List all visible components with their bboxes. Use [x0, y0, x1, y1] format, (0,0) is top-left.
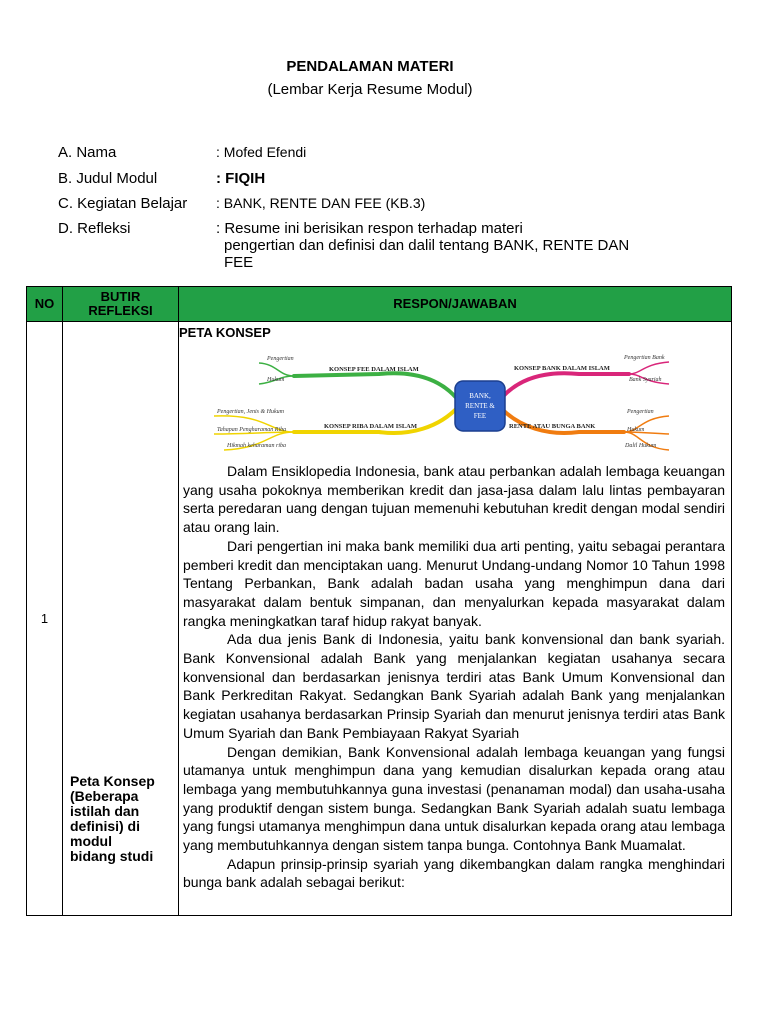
leaf-label: Pengertian: [267, 356, 294, 362]
butir-text: Peta Konsep (Beberapa istilah dan definisi) di modul bidang studi: [70, 773, 155, 864]
peta-konsep-heading: PETA KONSEP: [179, 325, 271, 340]
document-title: PENDALAMAN MATERI: [286, 58, 454, 75]
svg-text:RENTE &: RENTE &: [465, 402, 495, 410]
info-value: : FIQIH: [216, 170, 266, 187]
leaf-label: Hukum: [627, 427, 645, 433]
svg-text:FEE: FEE: [473, 412, 487, 420]
branch-label: KONSEP FEE DALAM ISLAM: [329, 366, 419, 373]
info-value: : BANK, RENTE DAN FEE (KB.3): [216, 195, 426, 211]
info-key: A. Nama: [58, 144, 117, 161]
response-text: [179, 456, 731, 892]
info-value: : Mofed Efendi: [216, 144, 307, 160]
branch-label: KONSEP BANK DALAM ISLAM: [514, 365, 610, 372]
info-key: B. Judul Modul: [58, 170, 158, 187]
paragraph: Dengan demikian, Bank Konvensional adalah lembaga keuangan yang fungsi utamanya untuk menghimpun dana yang kemudian disalurkan kepada orang atau lembaga yang membutuhkannya guna investasi (penanaman modal) dan usaha-usaha yang produktif dengan sistem bunga. Sedangkan Bank Syariah adalah suatu lembaga yang fungsi utamanya menghimpun dana untuk disalurkan kepada orang atau lembaga yang membutuhkannya dengan sistem tanpa bunga. Contohnya Bank Muamalat.: [183, 743, 725, 854]
paragraph: Ada dua jenis Bank di Indonesia, yaitu bank konvensional dan bank syariah. Bank Konvensional adalah Bank yang menjalankan kegiatan usahanya secara konvensional dan berdasarkan jenisnya terdiri atas Bank Umum Konvensional dan Bank Perkreditan Rakyat. Sedangkan Bank Syariah adalah Bank yang menjalankan kegiatan usahanya berdasarkan Prinsip Syariah dan menurut jenisnya terdiri atas Bank Umum Syariah dan Bank Pembiayaan Rakyat Syariah: [183, 631, 725, 741]
respon-cell: [179, 322, 732, 916]
paragraph: Dalam Ensiklopedia Indonesia, bank atau perbankan adalah lembaga keuangan yang usaha pokoknya memberikan kredit dan jasa-jasa dalam lalu lintas pembayaran serta peredaran uang dengan tujuan memenuhi kebutuhan kredit dengan modal sendiri atau orang lain.: [183, 463, 725, 536]
header-no: NO: [27, 287, 63, 322]
document-subtitle: (Lembar Kerja Resume Modul): [267, 81, 473, 98]
info-key: D. Refleksi: [58, 220, 131, 237]
leaf-label: Hukum: [267, 377, 285, 383]
branch-top-right: [499, 373, 629, 401]
paragraph: Adapun prinsip-prinsip syariah yang dikembangkan dalam rangka menghindari bunga bank adalah sebagai berikut:: [183, 855, 725, 891]
header-butir-refleksi: BUTIR REFLEKSI: [63, 287, 179, 322]
row-number: 1: [27, 322, 63, 916]
paragraph: Dari pengertian ini maka bank memiliki dua arti penting, yaitu sebagai perantara pemberi kredit dan menciptakan uang. Menurut Undang-undang Nomor 10 Tahun 1998 Tentang Perbankan, Bank adalah badan usaha yang menghimpun dana dari masyarakat dalam bentuk simpanan, dan menyalurkan kepada masyarakat dalam rangka meningkatkan taraf hidup rakyat banyak.: [183, 537, 725, 629]
butir-refleksi-cell: [63, 322, 179, 916]
info-value: : Resume ini berisikan respon terhadap materi pengertian dan definisi dan dalil tentang BANK, RENTE DAN FEE: [216, 220, 630, 271]
svg-text:BANK,: BANK,: [469, 392, 491, 400]
leaf-label: Dalil Hukum: [625, 443, 657, 449]
branch-label: KONSEP RIBA DALAM ISLAM: [324, 423, 417, 430]
branch-top-left: [294, 373, 459, 401]
leaf-label: Tahapan Pengharaman Riba: [217, 427, 287, 433]
leaf-label: Pengertian, Jenis & Hukum: [217, 409, 284, 415]
concept-map: [209, 346, 679, 456]
branch-label: RENTE ATAU BUNGA BANK: [509, 423, 596, 430]
leaf-label: Bank Syariah: [629, 377, 662, 383]
leaf-label: Pengertian: [627, 409, 654, 415]
info-key: C. Kegiatan Belajar: [58, 195, 188, 212]
header-respon-jawaban: RESPON/JAWABAN: [179, 287, 732, 322]
leaf-label: Hikmah keharaman riba: [227, 443, 286, 449]
leaf-label: Pengertian Bank: [624, 355, 665, 361]
reflection-table: [26, 286, 732, 916]
